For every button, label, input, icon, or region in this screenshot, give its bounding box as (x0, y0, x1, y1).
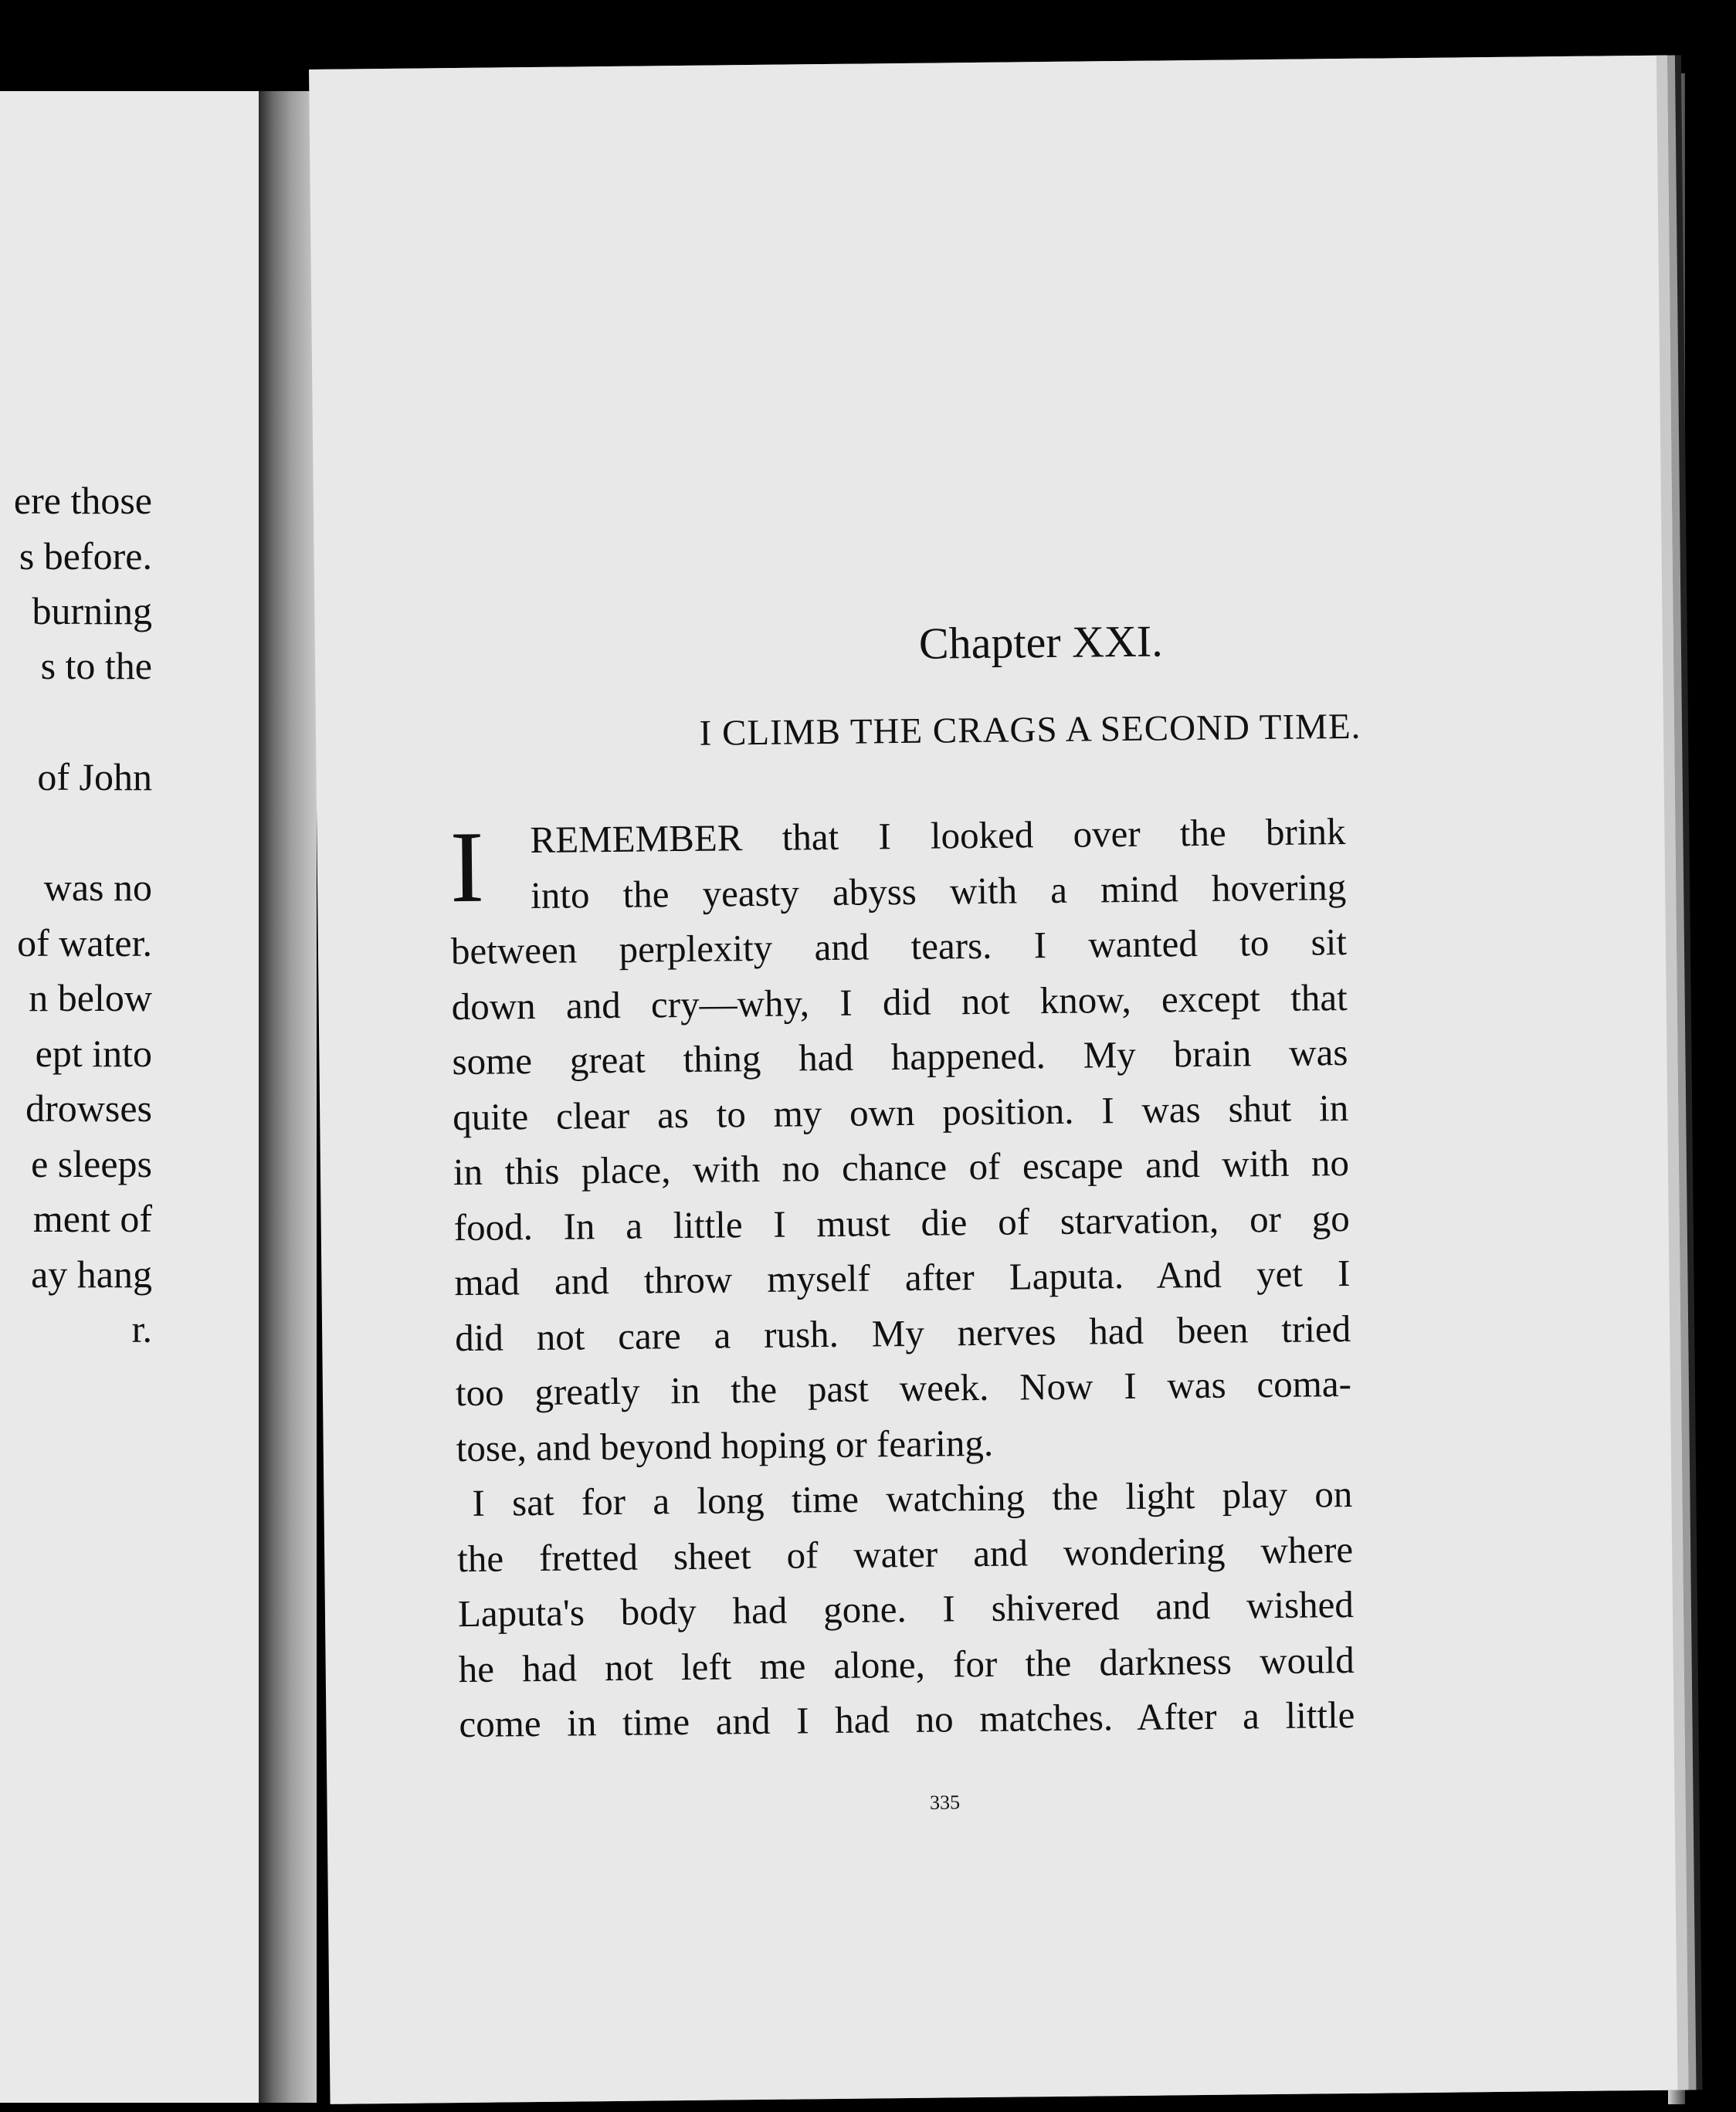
left-line: s to the (40, 644, 152, 687)
left-line: ay hang (31, 1253, 152, 1296)
text-line: down and cry—why, I did not know, except that (451, 975, 1348, 1028)
text-line: I sat for a long time watching the light play on (472, 1472, 1353, 1524)
left-line: burning (32, 589, 152, 632)
text-line: some great thing had happened. My brain was (452, 1030, 1348, 1083)
left-line: ept into (35, 1032, 152, 1075)
text-line: come in time and I had no matches. After a little (459, 1693, 1355, 1746)
left-line: r. (131, 1307, 152, 1351)
text-line: mad and throw myself after Laputa. And yet I (454, 1251, 1351, 1304)
text-line: food. In a little I must die of starvation, or go (453, 1196, 1350, 1249)
left-page-text (0, 91, 259, 2103)
left-line: of John (37, 755, 152, 798)
text-line: too greatly in the past week. Now I was coma- (455, 1361, 1352, 1415)
left-page (0, 91, 261, 2103)
text-line: REMEMBER that I looked over the brink (530, 809, 1346, 862)
chapter-heading: Chapter XXI. (918, 615, 1163, 669)
text-line: Laputa's body had gone. I shivered and wished (457, 1582, 1355, 1636)
right-page (309, 56, 1688, 2104)
text-line: in this place, with no chance of escape and with no (453, 1141, 1350, 1194)
left-line: of water. (17, 921, 152, 964)
left-line: ment of (32, 1197, 152, 1240)
left-line: was no (43, 866, 152, 909)
left-line: e sleeps (31, 1142, 152, 1185)
left-line: s before. (19, 534, 152, 578)
chapter-subtitle: I CLIMB THE CRAGS A SECOND TIME. (699, 706, 1361, 754)
text-line: tose, and beyond hoping or fearing. (456, 1421, 994, 1470)
text-line: the fretted sheet of water and wondering where (456, 1527, 1354, 1580)
text-line: into the yeasty abyss with a mind hovering (530, 865, 1347, 917)
text-line: quite clear as to my own position. I was shut in (452, 1086, 1349, 1138)
text-line: he had not left me alone, for the darkness would (458, 1638, 1355, 1690)
text-line: between perplexity and tears. I wanted to sit (450, 920, 1348, 973)
left-line: drowses (25, 1087, 152, 1130)
body-text (449, 804, 1355, 1752)
page-number: 335 (929, 1791, 961, 1814)
left-line: n below (29, 976, 152, 1019)
text-line: did not care a rush. My nerves had been tried (454, 1307, 1351, 1359)
drop-cap: I (449, 809, 485, 924)
left-line: ere those (13, 479, 152, 522)
book-gutter-shadow (259, 91, 317, 2103)
